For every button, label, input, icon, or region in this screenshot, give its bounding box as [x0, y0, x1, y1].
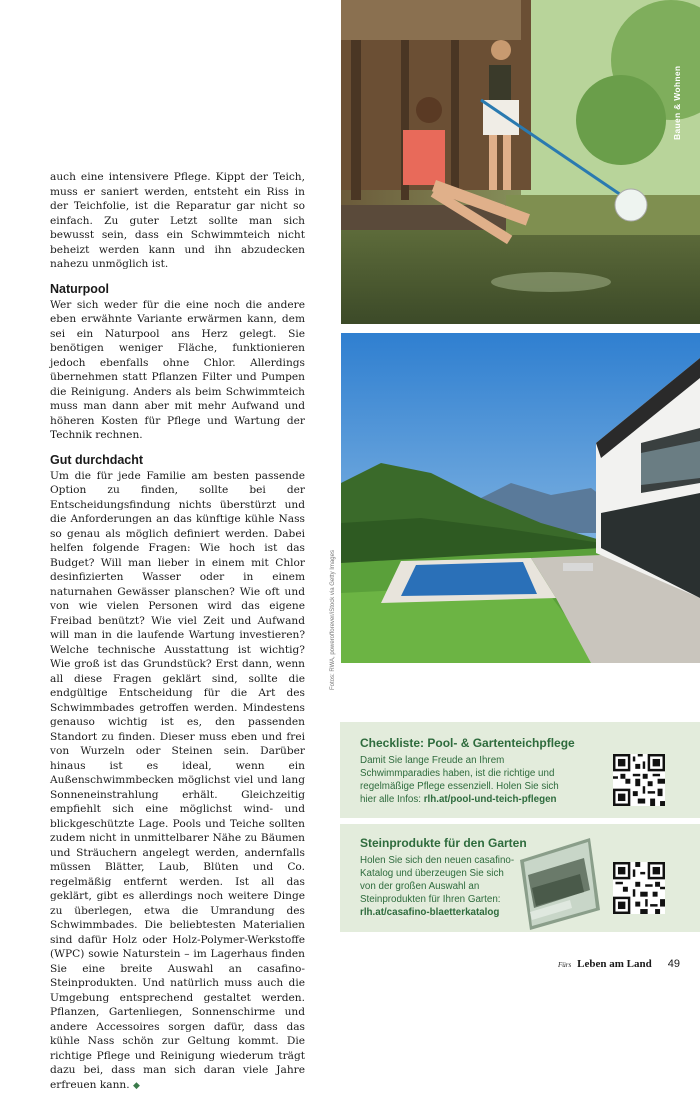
qr-code-icon[interactable] — [613, 754, 665, 806]
photo-pond-illustration — [341, 0, 700, 324]
catalog-link[interactable]: rlh.at/casafino-blaetterkatalog — [360, 907, 499, 918]
article-column — [50, 170, 305, 1093]
photo-pond-girl — [341, 0, 700, 324]
checklist-description: Damit Sie lange Freude an Ihrem Schwimmparadies haben, ist die richtige und regelmäßige Pflege essenziell. Holen Sie sich hier alle Infos: — [360, 755, 559, 805]
magazine-title: Leben am Land — [577, 958, 652, 970]
article-intro: auch eine intensivere Pflege. Kippt der Teich, muss er saniert werden, entsteht ein Riss in der Teichfolie, ist die Reparatur gar nicht so einfach. Zu guter Letzt sollte man sich bewusst sein, dass ein Schwimmteich nicht beheizt werden kann und ihn abzudecken nahezu unmöglich ist. — [50, 170, 305, 272]
catalog-title: Steinprodukte für den Garten — [360, 836, 527, 850]
checklist-link[interactable]: rlh.at/pool-und-teich-pflegen — [424, 794, 557, 805]
page-footer — [558, 958, 680, 970]
photo-house-pool — [341, 333, 700, 663]
catalog-illustration — [510, 830, 605, 935]
section-tag: Bauen & Wohnen — [672, 66, 682, 140]
photo-credit: Fotos: RWA, powerofforever/iStock via Getty Images — [330, 530, 336, 690]
catalog-text — [360, 854, 520, 919]
checklist-title: Checkliste: Pool- & Gartenteichpflege — [360, 736, 575, 750]
page-number: 49 — [668, 958, 680, 970]
heading-gut-durchdacht: Gut durchdacht — [50, 453, 305, 467]
end-mark-icon: ◆ — [133, 1081, 140, 1091]
photo-pool-illustration — [341, 333, 700, 663]
article-paragraph-gut-durchdacht — [50, 469, 305, 1093]
checklist-box — [340, 722, 700, 818]
heading-naturpool: Naturpool — [50, 282, 305, 296]
qr-code-icon[interactable] — [613, 862, 665, 914]
catalog-image — [510, 830, 605, 935]
checklist-text — [360, 754, 560, 806]
qr-code-graphic — [613, 754, 665, 806]
article-paragraph-text: Um die für jede Familie am besten passende Option zu finden, sollte bei der Entscheidungsfindung nichts überstürzt und die Anforderungen an das künftige kühle Nass so genau als möglich definiert werden. Dabei helfen folgende Fragen: Wie hoch ist das Budget? Will man lieber in einem mit Chlor desinfizierten Wasser oder in einem naturnahen Gewässer planschen? Wie oft und von wie vielen Personen wird das eigene Freibad benützt? Wie viel Zeit und Aufwand will man in die laufende Wartung investieren? Welche technische Ausstattung ist wichtig? Wie groß ist das Grundstück? Erst dann, wenn all diese Fragen geklärt sind, sollte die endgültige Entscheidung für die Art des Schwimmbades getroffen werden. Mindestens genauso wichtig ist es, den passenden Standort zu finden. Dieser muss eben und frei von Wurzeln oder Steinen sein. Darüber hinaus ist es ideal, wenn ein Außenschwimmbecken möglichst viel und lang Sonneneinstrahlung erhält. Gleichzeitig empfiehlt sich eine möglichst wind- und blickgeschützte Lage. Pools und Teiche sollten zudem nicht in unmittelbarer Nähe zu Bäumen und Sträuchern angelegt werden, andernfalls müssen Blätter, Laub, Blüten und Co. regelmäßig entfernt werden. Ist all das geklärt, gibt es allerdings noch weitere Dinge zu überlegen, etwa die Umrandung des Schwimmbades. Die beliebtesten Materialien sind dafür Holz oder Holz-Polymer-Werkstoffe (WPC) sowie Naturstein – im Lagerhaus finden Sie eine breite Auswahl an casafino-Steinprodukten. Und natürlich muss auch die Umgebung entsprechend gestaltet werden. Pflanzen, Gartenliegen, Sonnenschirme und andere Accessoires sorgen dafür, dass das kühle Nass schön zur Geltung kommt. Die richtige Pflege und Reinigung wiederum trägt dazu bei, dass man sich daran viele Jahre erfreuen kann. — [50, 470, 305, 1091]
qr-code-graphic — [613, 862, 665, 914]
article-paragraph-naturpool: Wer sich weder für die eine noch die andere eben erwähnte Variante erwärmen kann, dem sei ein Naturpool ans Herz gelegt. Sie benötigen weniger Fläche, funktionieren jedoch ebenfalls ohne Chlor. Allerdings übernehmen statt Pflanzen Filter und Pumpen die Reinigung. Anders als beim Schwimmteich muss man dann aber mit mehr Aufwand und höheren Kosten für Pflege und Wartung der Technik rechnen. — [50, 298, 305, 443]
footer-fuers: Fürs — [558, 961, 571, 969]
catalog-description: Holen Sie sich den neuen casafino-Katalog und überzeugen Sie sich von der großen Auswahl an Steinprodukten für Ihren Garten: — [360, 855, 514, 905]
